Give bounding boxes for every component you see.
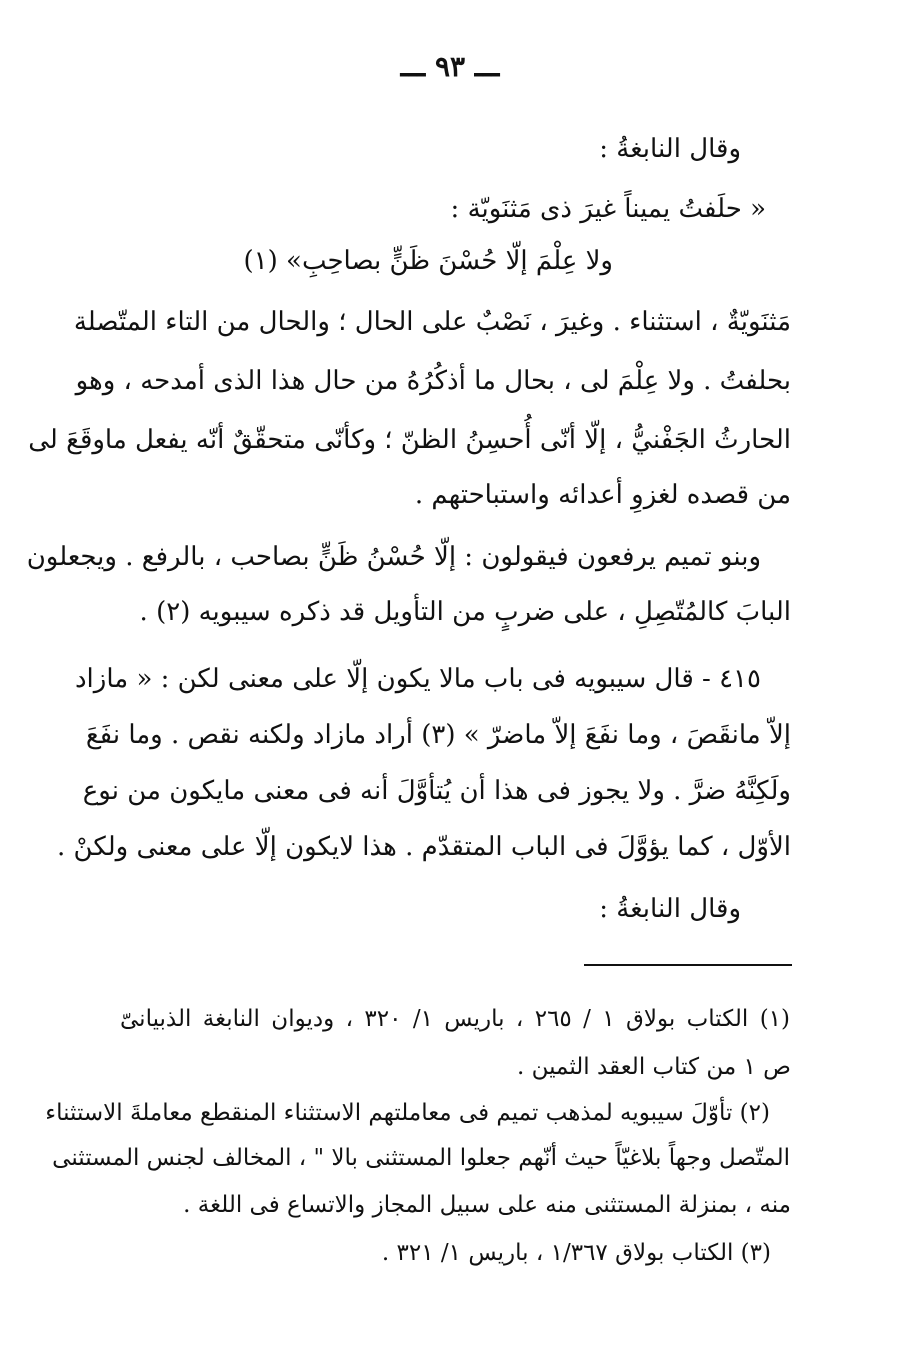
footnote-1: (١) الكتاب بولاق ١ / ٢٦٥ ، باريس ١/ ٣٢٠ ، وديوان النابغة الذبيانىّ [120, 1006, 791, 1032]
body-line: إلاّ مانقَصَ ، وما نفَعَ إلاّ ماضرّ » (٣) أراد مازاد ولكنه نقص . وما نفَعَ [85, 720, 791, 750]
footnote-2: (٢) تأوّلَ سيبويه لمذهب تميم فى معاملتهم الاستثناء المنقطع معاملةَ الاستثناء [45, 1100, 770, 1126]
footnote-2-cont: المتّصل وجهاً بلاغيّاً حيث أنّهم جعلوا المستثنى بالا " ، المخالف لجنس المستثنى [52, 1145, 790, 1171]
section-415-line: ٤١٥ - قال سيبويه فى باب مالا يكون إلّا على معنى لكن : « مازاد [74, 664, 761, 694]
page-number: ـــ ٩٣ ـــ [400, 50, 500, 83]
body-line: من قصده لغزوِ أعدائه واستباحتهم . [414, 480, 791, 510]
footnote-3: (٣) الكتاب بولاق ١/٣٦٧ ، باريس ١/ ٣٢١ . [381, 1240, 771, 1266]
body-line: بحلفتُ . ولا عِلْمَ لى ، بحال ما أذكُرُهُ من حال هذا الذى أمدحه ، وهو [75, 366, 791, 396]
footnote-separator [584, 964, 792, 966]
poem-hemistich: « حلَفتُ يميناً غيرَ ذى مَثنَويّة : [450, 194, 766, 224]
footnote-1-cont: ص ١ من كتاب العقد الثمين . [516, 1054, 791, 1080]
body-line: وقال النابغةُ : [599, 134, 741, 164]
body-line: الحارثُ الجَفْنيُّ ، إلّا أنّى أُحسِنُ الظنّ ؛ وكأنّى متحقّقٌ أنّه يفعل ماوقَعَ لى [28, 425, 791, 455]
body-line: الأوّل ، كما يؤوَّلَ فى الباب المتقدّم . هذا لايكون إلّا على معنى ولكنْ . [57, 832, 791, 862]
body-line: البابَ كالمُتّصِلِ ، على ضربٍ من التأويل قد ذكره سيبويه (٢) . [139, 597, 791, 627]
body-line: وبنو تميم يرفعون فيقولون : إلّا حُسْنُ ظَنٍّ بصاحب ، بالرفع . ويجعلون [26, 542, 761, 572]
footnote-2-cont: منه ، بمنزلة المستثنى منه على سبيل المجاز والاتساع فى اللغة . [183, 1192, 791, 1218]
body-line: ولَكِنَّهُ ضرَّ . ولا يجوز فى هذا أن يُتأوَّلَ أنه فى معنى مايكون من نوع [82, 776, 791, 806]
body-line: مَثنَويّةٌ ، استثناء . وغيرَ ، نَصْبٌ على الحال ؛ والحال من التاء المتّصلة [73, 307, 791, 337]
body-line: وقال النابغةُ : [599, 894, 741, 924]
poem-hemistich: ولا عِلْمَ إلّا حُسْنَ ظَنٍّ بصاحِبِ» (١) [243, 246, 613, 276]
